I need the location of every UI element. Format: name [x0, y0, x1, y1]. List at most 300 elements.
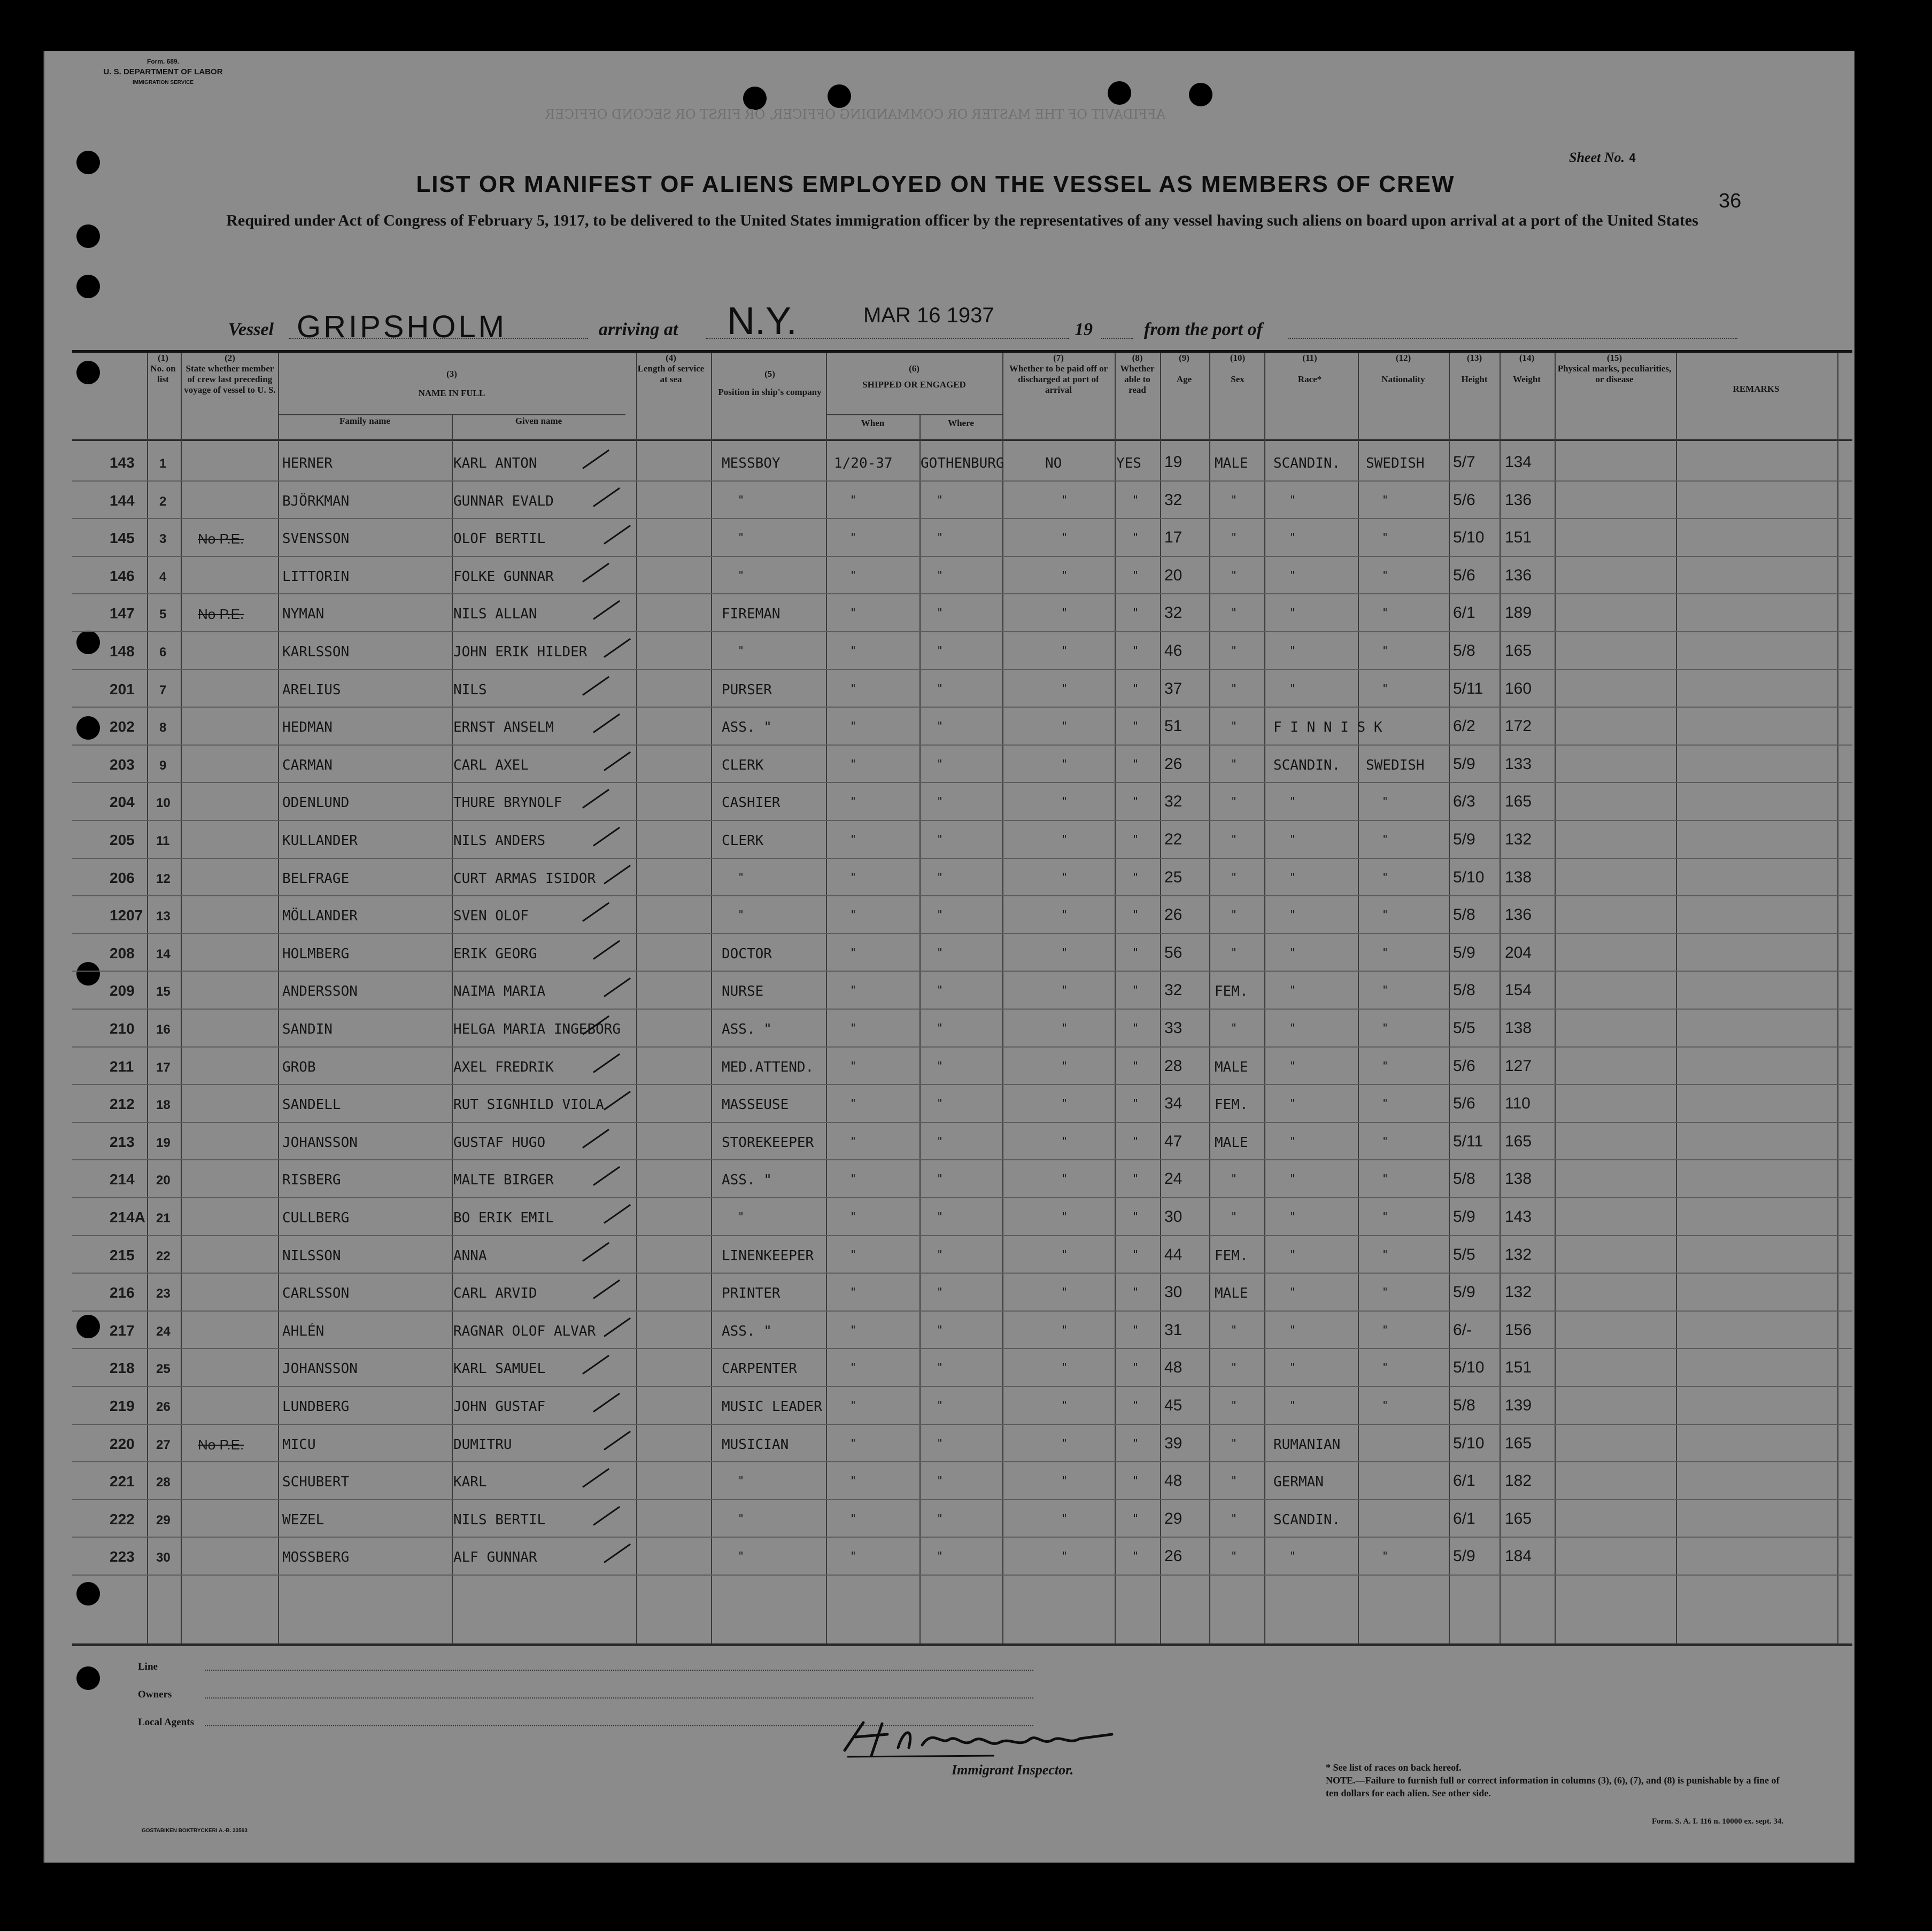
from-port-label: from the port of	[1144, 320, 1263, 339]
shipped-when-cell: "	[850, 719, 857, 733]
shipped-when-cell: "	[850, 1323, 857, 1336]
row-rule	[72, 1273, 1852, 1274]
height-cell: 5/10	[1453, 529, 1485, 547]
sheet-label: Sheet No.	[1569, 150, 1625, 165]
paid-off-cell: "	[1061, 757, 1068, 770]
shipped-when-cell: "	[850, 1059, 857, 1072]
paid-off-cell: "	[1061, 983, 1068, 997]
sex-cell: "	[1231, 1511, 1238, 1525]
shipped-where-cell: "	[937, 493, 944, 506]
row-number: 9	[159, 758, 167, 773]
paid-off-cell: "	[1061, 644, 1068, 657]
given-name-cell: NILS ALLAN	[453, 606, 537, 623]
height-cell: 6/-	[1453, 1321, 1472, 1339]
col-header-weight	[1500, 353, 1554, 441]
margin-number: 221	[110, 1473, 135, 1490]
inspector-label: Immigrant Inspector.	[952, 1762, 1074, 1778]
where-header: Where	[948, 418, 974, 428]
row-number: 18	[156, 1098, 171, 1113]
col-num: (13)	[1466, 353, 1482, 363]
margin-number: 212	[110, 1096, 135, 1113]
col-num: (2)	[225, 353, 235, 363]
position-cell: "	[738, 1511, 745, 1525]
family-name-cell: LUNDBERG	[282, 1399, 350, 1415]
paid-off-cell: "	[1061, 1399, 1068, 1412]
race-cell: "	[1289, 870, 1296, 883]
position-cell: ASS. "	[722, 1323, 772, 1339]
column-rule	[181, 353, 182, 1646]
sex-cell: FEM.	[1215, 1097, 1248, 1113]
row-number: 16	[156, 1022, 171, 1037]
race-cell: "	[1289, 983, 1296, 997]
family-name-cell: CARMAN	[282, 757, 333, 773]
sex-cell: "	[1231, 833, 1238, 846]
row-number: 17	[156, 1060, 171, 1075]
margin-number: 143	[110, 454, 135, 471]
weight-cell: 136	[1505, 906, 1532, 924]
inspector-signature	[834, 1718, 1133, 1761]
able-to-read-cell: "	[1132, 681, 1139, 695]
sex-cell: MALE	[1215, 1059, 1248, 1075]
margin-number: 144	[110, 492, 135, 509]
column-rule	[1002, 353, 1003, 1646]
given-name-cell: DUMITRU	[453, 1436, 512, 1453]
paid-off-cell: "	[1061, 795, 1068, 808]
able-to-read-cell: "	[1132, 945, 1139, 959]
weight-cell: 154	[1505, 981, 1532, 999]
height-cell: 5/9	[1453, 831, 1475, 848]
margin-number: 216	[110, 1284, 135, 1301]
row-rule	[72, 480, 1852, 482]
row-number: 11	[156, 834, 170, 848]
shipped-where-cell: "	[937, 1285, 944, 1299]
height-cell: 5/11	[1453, 679, 1483, 697]
col-num: (5)	[764, 369, 775, 379]
row-rule	[72, 593, 1852, 594]
sex-cell: "	[1231, 945, 1238, 959]
nationality-cell: "	[1382, 681, 1389, 695]
column-rule	[1555, 353, 1556, 1646]
height-cell: 5/5	[1453, 1245, 1475, 1263]
margin-number: 213	[110, 1133, 135, 1150]
row-number: 26	[156, 1400, 171, 1414]
height-cell: 5/9	[1453, 943, 1475, 961]
family-name-cell: HOLMBERG	[282, 945, 350, 962]
paid-off-cell: "	[1061, 1059, 1068, 1072]
row-number: 28	[156, 1475, 171, 1490]
col-header-age	[1160, 353, 1208, 441]
col-label: Position in ship's company	[718, 387, 822, 397]
paid-off-cell: NO	[1045, 455, 1062, 471]
height-cell: 5/10	[1453, 868, 1485, 886]
sex-cell: "	[1231, 795, 1238, 808]
shipped-when-cell: "	[850, 606, 857, 619]
column-rule	[1500, 353, 1501, 1646]
row-rule	[72, 1575, 1852, 1576]
fine-note: NOTE.—Failure to furnish full or correct information in columns (3), (6), (7), and (8) is punishable by a fine of ten dollars for each alien. See other side.	[1326, 1775, 1780, 1798]
weight-cell: 143	[1505, 1208, 1532, 1226]
shipped-when-cell: "	[850, 531, 857, 544]
family-name-cell: SVENSSON	[282, 531, 350, 547]
sex-cell: "	[1231, 681, 1238, 695]
position-cell: CLERK	[722, 833, 764, 849]
nationality-cell: "	[1382, 1210, 1389, 1223]
able-to-read-cell: "	[1132, 719, 1139, 733]
height-cell: 5/6	[1453, 1057, 1475, 1075]
row-number: 13	[156, 909, 171, 924]
shipped-when-cell: "	[850, 1097, 857, 1110]
height-cell: 5/10	[1453, 1359, 1485, 1377]
race-cell: "	[1289, 606, 1296, 619]
paid-off-cell: "	[1061, 1474, 1068, 1487]
family-name-cell: JOHANSSON	[282, 1134, 358, 1151]
position-cell: DOCTOR	[722, 945, 772, 962]
col-header-nationality	[1358, 353, 1449, 441]
paid-off-cell: "	[1061, 719, 1068, 733]
position-cell: MASSEUSE	[722, 1097, 789, 1113]
nationality-cell: "	[1382, 493, 1389, 506]
sex-cell: "	[1231, 1210, 1238, 1223]
position-cell: FIREMAN	[722, 606, 780, 623]
weight-cell: 138	[1505, 1019, 1532, 1037]
given-name-cell: CARL ARVID	[453, 1285, 537, 1302]
col-label: REMARKS	[1733, 384, 1780, 394]
able-to-read-cell: "	[1132, 1474, 1139, 1487]
able-to-read-cell: "	[1132, 833, 1139, 846]
position-cell: LINENKEEPER	[722, 1247, 814, 1264]
race-cell: "	[1289, 1059, 1296, 1072]
able-to-read-cell: "	[1132, 1399, 1139, 1412]
shipped-where-cell: "	[937, 1474, 944, 1487]
race-cell: "	[1289, 1134, 1296, 1147]
race-cell: "	[1289, 1097, 1296, 1110]
family-name-cell: BELFRAGE	[282, 870, 350, 887]
col-label: Weight	[1513, 374, 1541, 384]
prior-voyage-note: No P.E.	[198, 531, 244, 547]
shipped-when-cell: "	[850, 1210, 857, 1223]
paid-off-cell: "	[1061, 908, 1068, 921]
given-name-cell: KARL SAMUEL	[453, 1361, 546, 1377]
department-name: U. S. DEPARTMENT OF LABOR	[103, 67, 223, 76]
race-cell: "	[1289, 644, 1296, 657]
col-label: Race*	[1297, 374, 1322, 384]
weight-cell: 165	[1505, 1509, 1532, 1527]
arriving-port: N.Y.	[727, 300, 797, 343]
family-name-cell: SCHUBERT	[282, 1474, 350, 1491]
paid-off-cell: "	[1061, 1436, 1068, 1449]
able-to-read-cell: "	[1132, 1059, 1139, 1072]
sex-cell: MALE	[1215, 1134, 1248, 1151]
row-number: 10	[156, 796, 171, 811]
nationality-cell: "	[1382, 1549, 1389, 1563]
row-number: 24	[156, 1324, 171, 1339]
height-cell: 6/1	[1453, 604, 1475, 622]
age-cell: 31	[1164, 1321, 1183, 1339]
paid-off-cell: "	[1061, 1247, 1068, 1261]
given-name-cell: ERNST ANSELM	[453, 719, 554, 736]
row-rule	[72, 1424, 1852, 1425]
race-cell: "	[1289, 1361, 1296, 1374]
punch-hole	[76, 1666, 100, 1690]
position-cell: NURSE	[722, 983, 764, 1000]
age-cell: 32	[1164, 981, 1183, 999]
bleed-through-text: AFFIDAVIT OF THE MASTER OR COMMANDING OFFICER, OR FIRST OR SECOND OFFICER	[545, 107, 1165, 122]
race-cell: "	[1289, 1172, 1296, 1185]
weight-cell: 151	[1505, 529, 1532, 547]
row-rule	[72, 1122, 1852, 1123]
weight-cell: 132	[1505, 831, 1532, 848]
shipped-where-cell: "	[937, 1511, 944, 1525]
row-rule	[72, 1386, 1852, 1387]
weight-cell: 184	[1505, 1547, 1532, 1565]
given-name-cell: OLOF BERTIL	[453, 531, 546, 547]
col-header-sex	[1211, 353, 1264, 441]
col-num: (1)	[158, 353, 168, 363]
row-rule	[72, 1348, 1852, 1349]
sex-cell: "	[1231, 757, 1238, 770]
race-cell: "	[1289, 568, 1296, 581]
able-to-read-cell: "	[1132, 1172, 1139, 1185]
form-identifier	[102, 56, 225, 88]
given-name-cell: ERIK GEORG	[453, 945, 537, 962]
shipped-when-cell: "	[850, 908, 857, 921]
shipped-when-cell: "	[850, 1474, 857, 1487]
age-cell: 44	[1164, 1245, 1183, 1263]
when-header: When	[861, 418, 885, 428]
given-name-cell: ANNA	[453, 1247, 487, 1264]
family-name-cell: ANDERSSON	[282, 983, 358, 1000]
shipped-where-cell: "	[937, 983, 944, 997]
family-name-cell: MICU	[282, 1436, 316, 1453]
age-cell: 19	[1164, 453, 1183, 471]
family-name-cell: KARLSSON	[282, 644, 350, 660]
column-rule	[1264, 353, 1265, 1646]
sex-cell: FEM.	[1215, 1247, 1248, 1264]
nationality-cell: "	[1382, 568, 1389, 581]
shipped-when-cell: "	[850, 644, 857, 657]
race-cell: "	[1289, 681, 1296, 695]
row-rule	[72, 745, 1852, 746]
nationality-cell: "	[1382, 795, 1389, 808]
position-cell: CASHIER	[722, 795, 780, 811]
row-rule	[72, 518, 1852, 519]
margin-number: 223	[110, 1548, 135, 1565]
punch-hole	[76, 716, 100, 740]
margin-number: 217	[110, 1322, 135, 1339]
shipped-where-cell: "	[937, 681, 944, 695]
margin-number: 204	[110, 794, 135, 811]
family-name-cell: MÖLLANDER	[282, 908, 358, 925]
age-cell: 32	[1164, 604, 1183, 622]
given-name-cell: JOHN GUSTAF	[453, 1399, 546, 1415]
nationality-cell: "	[1382, 644, 1389, 657]
row-number: 5	[159, 607, 167, 622]
shipped-when-cell: 1/20-37	[834, 455, 893, 471]
able-to-read-cell: "	[1132, 644, 1139, 657]
position-cell: STOREKEEPER	[722, 1134, 814, 1151]
paid-off-cell: "	[1061, 1361, 1068, 1374]
race-cell: "	[1289, 795, 1296, 808]
paid-off-cell: "	[1061, 1549, 1068, 1563]
col-header-able-to-read	[1115, 353, 1160, 441]
position-cell: "	[738, 493, 745, 506]
race-cell: F I N N I S K	[1273, 719, 1382, 736]
family-name-header: Family name	[339, 416, 390, 426]
col-label: SHIPPED OR ENGAGED	[862, 379, 966, 390]
position-cell: PURSER	[722, 681, 772, 698]
nationality-cell: "	[1382, 531, 1389, 544]
weight-cell: 127	[1505, 1057, 1532, 1075]
family-name-cell: JOHANSSON	[282, 1361, 358, 1377]
given-name-cell: MALTE BIRGER	[453, 1172, 554, 1189]
age-cell: 25	[1164, 868, 1183, 886]
weight-cell: 133	[1505, 755, 1532, 773]
margin-number: 210	[110, 1020, 135, 1037]
page-title: LIST OR MANIFEST OF ALIENS EMPLOYED ON THE VESSEL AS MEMBERS OF CREW	[416, 171, 1455, 197]
able-to-read-cell: YES	[1116, 455, 1141, 471]
nationality-cell: "	[1382, 870, 1389, 883]
nationality-cell: "	[1382, 1285, 1389, 1299]
height-cell: 5/5	[1453, 1019, 1475, 1037]
column-rule	[1837, 353, 1838, 1646]
shipped-where-cell: "	[937, 719, 944, 733]
height-cell: 5/11	[1453, 1132, 1483, 1150]
line-label: Line	[138, 1661, 158, 1672]
family-name-cell: ARELIUS	[282, 681, 341, 698]
sex-cell: "	[1231, 493, 1238, 506]
shipped-where-cell: "	[937, 1210, 944, 1223]
race-cell: "	[1289, 1323, 1296, 1336]
race-cell: "	[1289, 908, 1296, 921]
vessel-label: Vessel	[228, 320, 274, 339]
col-num: (7)	[1053, 353, 1064, 363]
col-label: State whether member of crew last preceding voyage of vessel to U. S.	[184, 363, 276, 395]
age-cell: 29	[1164, 1509, 1183, 1527]
shipped-when-cell: "	[850, 1134, 857, 1147]
nationality-cell: SWEDISH	[1366, 455, 1425, 471]
nationality-cell: "	[1382, 983, 1389, 997]
margin-number: 214A	[110, 1209, 145, 1226]
nationality-cell: "	[1382, 606, 1389, 619]
age-cell: 22	[1164, 831, 1183, 848]
row-rule	[72, 1197, 1852, 1198]
given-name-cell: CARL AXEL	[453, 757, 529, 773]
paid-off-cell: "	[1061, 1021, 1068, 1034]
family-name-cell: CARLSSON	[282, 1285, 350, 1302]
position-cell: ASS. "	[722, 719, 772, 736]
given-name-cell: ALF GUNNAR	[453, 1549, 537, 1566]
nationality-cell: "	[1382, 1361, 1389, 1374]
column-rule	[919, 415, 921, 1645]
from-port-blank	[1288, 338, 1737, 339]
family-name-cell: BJÖRKMAN	[282, 493, 350, 509]
weight-cell: 204	[1505, 943, 1532, 961]
height-cell: 5/8	[1453, 1397, 1475, 1414]
printer-imprint: GOSTABIKEN BOKTRYCKERI A.-B. 33593	[142, 1828, 248, 1834]
row-number: 2	[159, 494, 167, 509]
position-cell: MUSICIAN	[722, 1436, 789, 1453]
paid-off-cell: "	[1061, 1511, 1068, 1525]
margin-number: 1207	[110, 907, 143, 924]
able-to-read-cell: "	[1132, 1210, 1139, 1223]
able-to-read-cell: "	[1132, 493, 1139, 506]
sex-cell: "	[1231, 1474, 1238, 1487]
height-cell: 5/8	[1453, 642, 1475, 660]
column-rule	[1676, 353, 1677, 1646]
age-cell: 46	[1164, 642, 1183, 660]
margin-number: 208	[110, 944, 135, 961]
row-number: 19	[156, 1135, 171, 1150]
year-blank	[1101, 338, 1133, 339]
position-cell: CARPENTER	[722, 1361, 797, 1377]
nationality-cell: "	[1382, 945, 1389, 959]
height-cell: 5/8	[1453, 1170, 1475, 1188]
able-to-read-cell: "	[1132, 1021, 1139, 1034]
family-name-cell: KULLANDER	[282, 833, 358, 849]
race-cell: RUMANIAN	[1273, 1436, 1341, 1453]
row-rule	[72, 1235, 1852, 1236]
family-name-cell: NILSSON	[282, 1247, 341, 1264]
position-cell: "	[738, 1549, 745, 1563]
margin-number: 211	[110, 1058, 134, 1075]
weight-cell: 132	[1505, 1283, 1532, 1301]
weight-cell: 139	[1505, 1397, 1532, 1414]
margin-number: 201	[110, 680, 135, 697]
position-cell: "	[738, 870, 745, 883]
row-rule	[72, 1499, 1852, 1500]
family-name-cell: HEDMAN	[282, 719, 333, 736]
margin-number: 220	[110, 1435, 135, 1452]
given-name-cell: BO ERIK EMIL	[453, 1210, 554, 1226]
vessel-blank	[289, 338, 588, 339]
nationality-cell: "	[1382, 908, 1389, 921]
weight-cell: 160	[1505, 679, 1532, 697]
row-number: 14	[156, 947, 171, 961]
position-cell: "	[738, 568, 745, 581]
height-cell: 6/1	[1453, 1509, 1475, 1527]
race-cell: "	[1289, 1399, 1296, 1412]
shipped-where-cell: "	[937, 1247, 944, 1261]
race-cell: SCANDIN.	[1273, 455, 1341, 471]
given-name-cell: JOHN ERIK HILDER	[453, 644, 588, 660]
column-rule	[452, 415, 453, 1645]
punch-hole	[76, 631, 100, 654]
family-name-cell: SANDIN	[282, 1021, 333, 1037]
shipped-when-cell: "	[850, 757, 857, 770]
given-name-cell: RUT SIGNHILD VIOLA	[453, 1097, 604, 1113]
height-cell: 5/8	[1453, 906, 1475, 924]
shipped-when-cell: "	[850, 1511, 857, 1525]
race-cell: "	[1289, 531, 1296, 544]
family-name-cell: WEZEL	[282, 1511, 324, 1528]
weight-cell: 182	[1505, 1472, 1532, 1490]
margin-number: 209	[110, 982, 135, 999]
shipped-where-cell: "	[937, 606, 944, 619]
footnotes	[1326, 1761, 1786, 1800]
row-rule	[72, 1009, 1852, 1010]
row-rule	[72, 858, 1852, 859]
weight-cell: 165	[1505, 793, 1532, 811]
paid-off-cell: "	[1061, 1285, 1068, 1299]
family-name-cell: GROB	[282, 1059, 316, 1075]
sex-cell: "	[1231, 1399, 1238, 1412]
col-num: (6)	[909, 363, 919, 374]
shipped-when-cell: "	[850, 681, 857, 695]
position-cell: "	[738, 644, 745, 657]
position-cell: CLERK	[722, 757, 764, 773]
paid-off-cell: "	[1061, 1134, 1068, 1147]
weight-cell: 189	[1505, 604, 1532, 622]
